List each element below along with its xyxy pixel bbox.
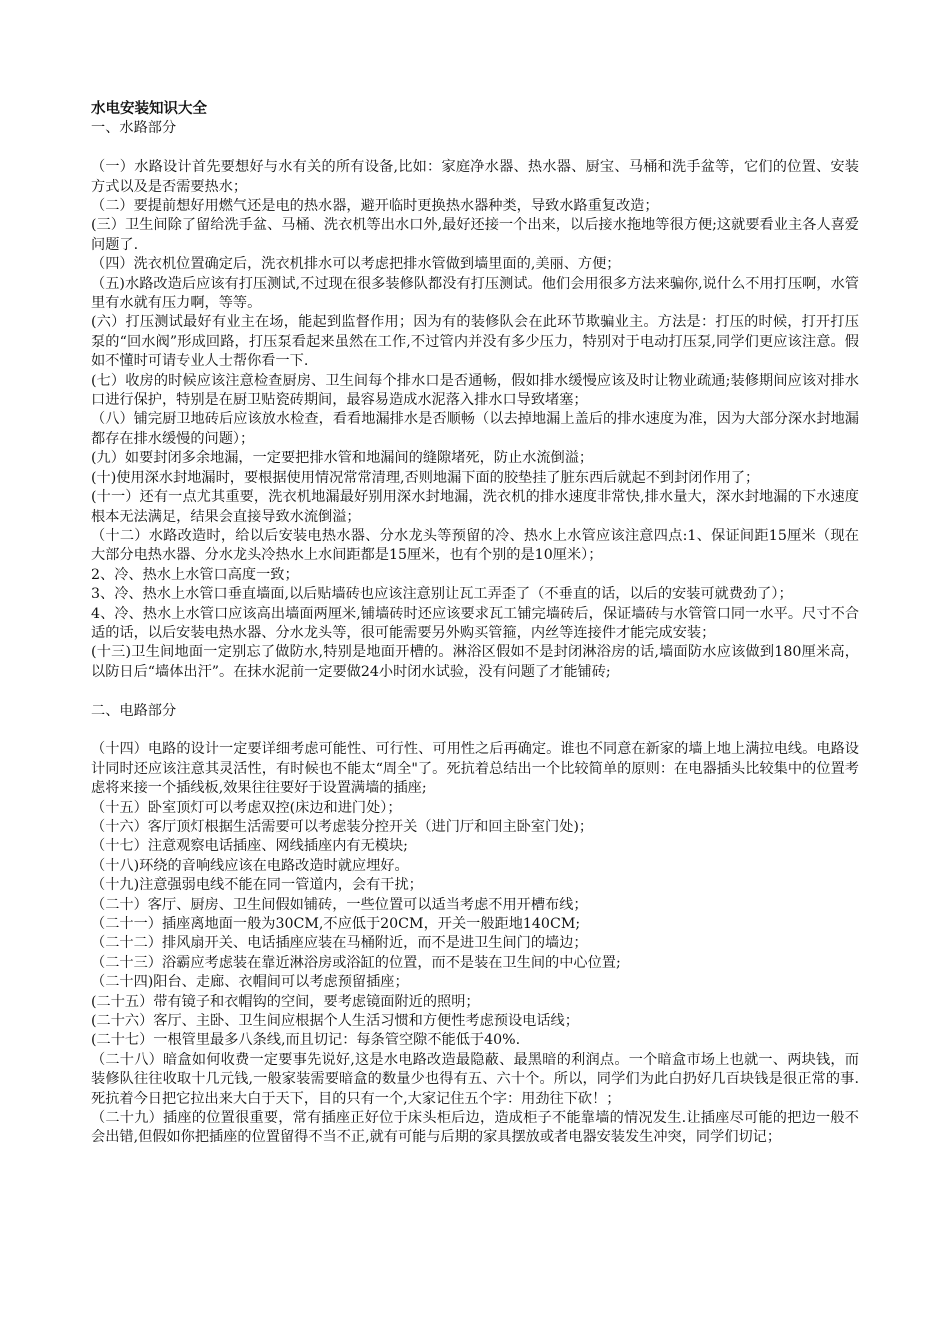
electric-item-paragraph: （二十四)阳台、走廊、衣帽间可以考虑预留插座； bbox=[91, 974, 409, 991]
electric-item-paragraph: （十五）卧室顶灯可以考虑双控(床边和进门处）； bbox=[91, 799, 402, 816]
water-item-paragraph: (九）如要封闭多余地漏，一定要把排水管和地漏间的缝隙堵死，防止水流倒溢； bbox=[91, 450, 594, 467]
water-item-paragraph: 4、冷、热水上水管口应该高出墙面两厘米,铺墙砖时还应该要求瓦工铺完墙砖后，保证墙砖与水管管口同一水平。尺寸不合适的话，以后安装电热水器、分水龙头等，很可能需要另外购买管箍，内丝等连接件才能完成安装； bbox=[91, 605, 859, 641]
water-item-paragraph: (十一）还有一点尤其重要，洗衣机地漏最好别用深水封地漏，洗衣机的排水速度非常快,排水量大，深水封地漏的下水速度根本无法满足，结果会直接导致水流倒溢； bbox=[91, 489, 859, 525]
electric-item-paragraph: （十九)注意强弱电线不能在同一管道内，会有干扰； bbox=[91, 877, 423, 894]
water-item-paragraph: （四）洗衣机位置确定后，洗衣机排水可以考虑把排水管做到墙里面的,美丽、方便； bbox=[91, 256, 621, 273]
water-item-paragraph: (三）卫生间除了留给洗手盆、马桶、洗衣机等出水口外,最好还接一个出来，以后接水拖地等很方便;这就要看业主各人喜爱问题了. bbox=[91, 217, 859, 253]
water-item-paragraph: (七）收房的时候应该注意检查厨房、卫生间每个排水口是否通畅，假如排水缓慢应该及时让物业疏通;装修期间应该对排水口进行保护，特别是在厨卫贴瓷砖期间，最容易造成水泥落入排水口导致堵塞； bbox=[91, 372, 859, 409]
electric-item-paragraph: （十七）注意观察电话插座、网线插座内有无模块; bbox=[91, 838, 408, 855]
water-section bbox=[91, 158, 859, 682]
water-item-paragraph: （十二）水路改造时，给以后安装电热水器、分水龙头等预留的冷、热水上水管应该注意四点:1、保证间距15厘米（现在大部分电热水器、分水龙头冷热水上水间距都是15厘米，也有个别的是10厘米）； bbox=[91, 527, 859, 564]
electric-item-paragraph: (二十五）带有镜子和衣帽钩的空间，要考虑镜面附近的照明； bbox=[91, 993, 480, 1010]
water-item-paragraph: （八）铺完厨卫地砖后应该放水检查，看看地漏排水是否顺畅（以去掉地漏上盖后的排水速度为准，因为大部分深水封地漏都存在排水缓慢的问题）； bbox=[91, 411, 859, 447]
water-item-paragraph: 3、冷、热水上水管口垂直墙面,以后贴墙砖也应该注意别让瓦工弄歪了（不垂直的话，以后的安装可就费劲了）； bbox=[91, 586, 793, 603]
water-item-paragraph: （五)水路改造后应该有打压测试,不过现在很多装修队都没有打压测试。他们会用很多方法来骗你,说什么不用打压啊，水管里有水就有压力啊，等等。 bbox=[91, 275, 859, 312]
section-heading-electric: 二、电路部分 bbox=[91, 702, 177, 719]
water-item-paragraph: (十)使用深水封地漏时，要根据使用情况常常清理,否则地漏下面的胶垫挂了脏东西后就起不到封闭作用了； bbox=[91, 469, 760, 486]
water-item-paragraph: 2、冷、热水上水管口高度一致； bbox=[91, 566, 299, 583]
electric-item-paragraph: （二十八）暗盒如何收费一定要事先说好,这是水电路改造最隐蔽、最黑暗的利润点。一个暗盒市场上也就一、两块钱，而装修队往往收取十几元钱,一般家装需要暗盒的数量少也得有五、六十个。所以，同学们为此白扔好几百块钱是很正常的事.死抗着今日把它拉出来大白于天下，目的只有一个,大家记住五个字：用劲往下砍！； bbox=[91, 1051, 859, 1107]
spacer bbox=[91, 721, 859, 740]
section-heading-water: 一、水路部分 bbox=[91, 120, 177, 137]
electric-item-paragraph: （十四）电路的设计一定要详细考虑可能性、可行性、可用性之后再确定。谁也不同意在新家的墙上地上满拉电线。电路设计同时还应该注意其灵活性，有时候也不能太“周全"了。死抗着总结出一个比较简单的原则：在电器插头比较集中的位置考虑将来接一个插线板,效果往往要好于设置满墙的插座; bbox=[91, 741, 859, 797]
document-title: 水电安装知识大全 bbox=[91, 101, 207, 117]
water-item-paragraph: (十三)卫生间地面一定别忘了做防水,特别是地面开槽的。淋浴区假如不是封闭淋浴房的话,墙面防水应该做到180厘米高，以防日后“墙体出汗”。在抹水泥前一定要做24小时闭水试验，没有问题了才能铺砖; bbox=[91, 644, 859, 680]
water-item-paragraph: （一）水路设计首先要想好与水有关的所有设备,比如：家庭净水器、热水器、厨宝、马桶和洗手盆等，它们的位置、安装方式以及是否需要热水； bbox=[91, 159, 859, 195]
electric-item-paragraph: （二十二）排风扇开关、电话插座应装在马桶附近，而不是进卫生间门的墙边； bbox=[91, 935, 588, 952]
electric-item-paragraph: （十六）客厅顶灯根据生活需要可以考虑装分控开关（进门厅和回主卧室门处)； bbox=[91, 818, 594, 835]
electric-item-paragraph: （二十一）插座离地面一般为30CM,不应低于20CM，开关一般距地140CM; bbox=[91, 916, 581, 933]
document-body bbox=[91, 100, 859, 1148]
electric-item-paragraph: （二十九）插座的位置很重要，常有插座正好位于床头柜后边，造成柜子不能靠墙的情况发生.让插座尽可能的把边一般不会出错,但假如你把插座的位置留得不当不正,就有可能与后期的家具摆放或者电器安装发生冲突，同学们切记； bbox=[91, 1110, 859, 1146]
spacer bbox=[91, 682, 859, 701]
electric-section bbox=[91, 740, 859, 1148]
electric-item-paragraph: （二十三）浴霸应考虑装在靠近淋浴房或浴缸的位置，而不是装在卫生间的中心位置; bbox=[91, 954, 621, 971]
electric-item-paragraph: (二十六）客厅、主卧、卫生间应根据个人生活习惯和方便性考虑预设电话线； bbox=[91, 1013, 579, 1030]
electric-item-paragraph: (二十七）一根管里最多八条线,而且切记：每条管空隙不能低于40%. bbox=[91, 1032, 521, 1049]
electric-item-paragraph: （十八)环绕的音响线应该在电路改造时就应埋好。 bbox=[91, 857, 409, 874]
spacer bbox=[91, 139, 859, 158]
water-item-paragraph: （二）要提前想好用燃气还是电的热水器，避开临时更换热水器种类，导致水路重复改造； bbox=[91, 198, 659, 215]
electric-item-paragraph: （二十）客厅、厨房、卫生间假如铺砖，一些位置可以适当考虑不用开槽布线； bbox=[91, 896, 588, 913]
water-item-paragraph: (六）打压测试最好有业主在场，能起到监督作用；因为有的装修队会在此环节欺骗业主。方法是：打压的时候，打开打压泵的“回水阀”形成回路，打压泵看起来虽然在工作,不过管内并没有多少压力，特别对于电动打压泵,同学们更应该注意。假如不懂时可请专业人士帮你看一下. bbox=[91, 314, 859, 370]
